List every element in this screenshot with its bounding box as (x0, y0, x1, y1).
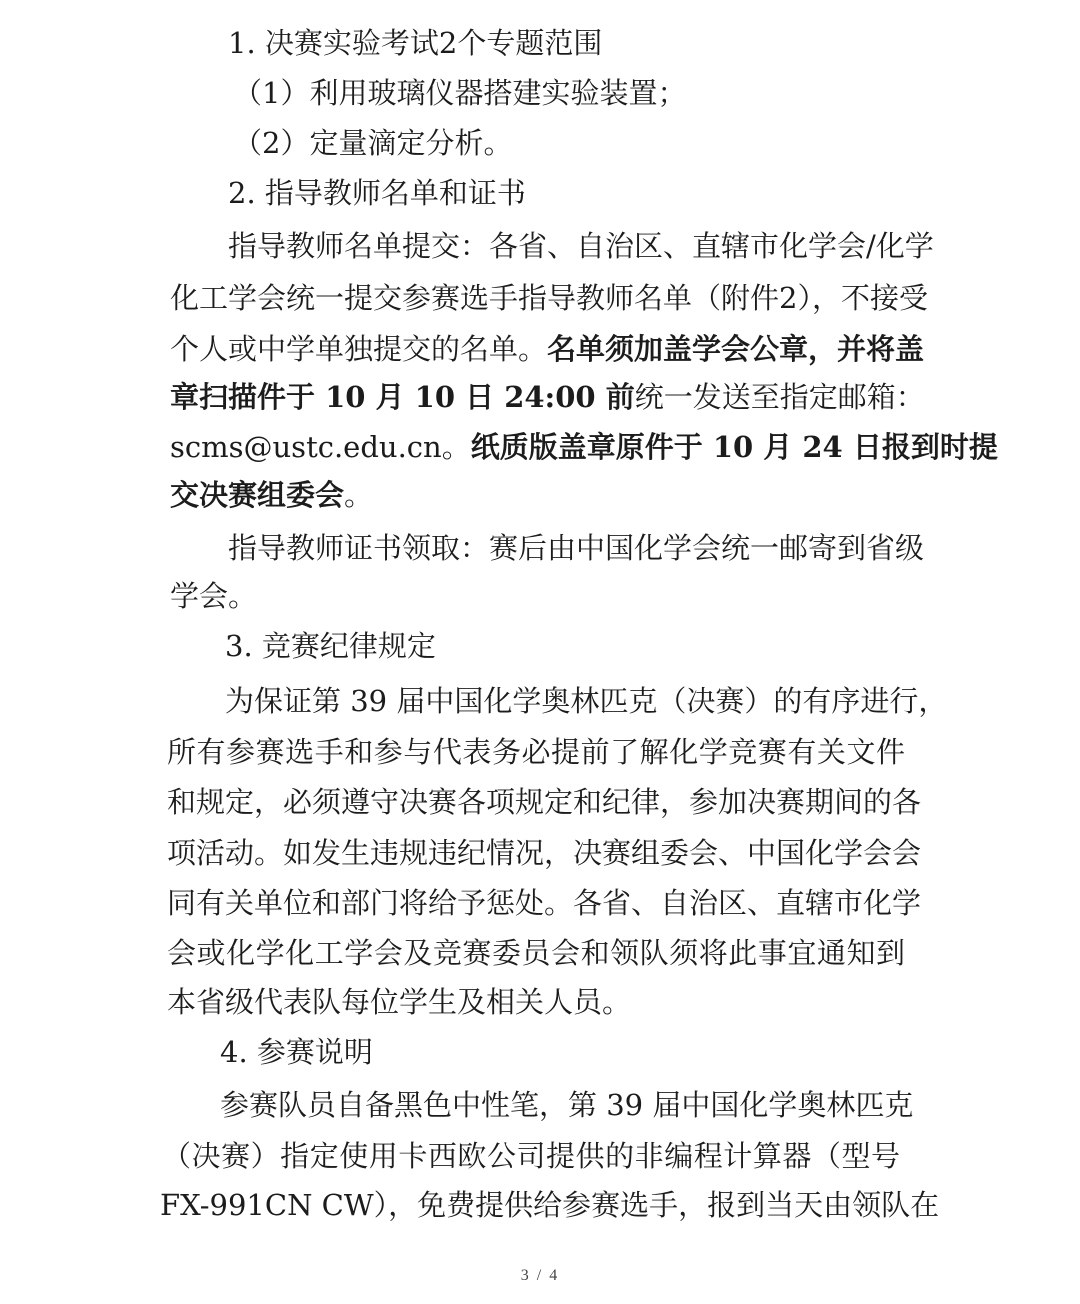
para-1-line-6-normal: 。 (344, 478, 374, 512)
section-3-heading: 3. 竞赛纪律规定 (225, 629, 436, 663)
section-4-line-3: FX-991CN CW），免费提供给参赛选手，报到当天由领队在 (160, 1188, 940, 1222)
section-1-item-1: （1）利用玻璃仪器搭建实验装置； (233, 76, 687, 110)
section-3-line-2: 所有参赛选手和参与代表务必提前了解化学竞赛有关文件 (167, 735, 905, 769)
section-3-line-7: 本省级代表队每位学生及相关人员。 (167, 985, 632, 1019)
section-2-para-2-line-2: 学会。 (170, 579, 258, 613)
section-2-para-1-line-5 (170, 430, 998, 464)
para-1-line-3-normal: 个人或中学单独提交的名单。 (170, 332, 548, 366)
para-1-line-4-normal: 统一发送至指定邮箱： (634, 380, 925, 414)
page-number: 3 / 4 (520, 1267, 560, 1284)
section-2-para-1-line-4 (170, 380, 925, 414)
section-4-line-1: 参赛队员自备黑色中性笔，第 39 届中国化学奥林匹克 (220, 1088, 914, 1122)
section-2-para-1-line-6 (170, 478, 373, 512)
section-3-line-1: 为保证第 39 届中国化学奥林匹克（决赛）的有序进行， (225, 684, 948, 718)
section-3-line-5: 同有关单位和部门将给予惩处。各省、自治区、直辖市化学 (167, 886, 922, 920)
section-2-para-1-line-1: 指导教师名单提交：各省、自治区、直辖市化学会/化学 (228, 229, 934, 263)
para-1-line-6-bold: 交决赛组委会 (170, 478, 345, 512)
section-1-heading: 1. 决赛实验考试2个专题范围 (228, 26, 603, 60)
para-1-line-5-bold: 纸质版盖章原件于 10 月 24 日报到时提 (470, 430, 998, 464)
section-4-line-2: （决赛）指定使用卡西欧公司提供的非编程计算器（型号 (162, 1139, 900, 1173)
section-2-para-2-line-1: 指导教师证书领取：赛后由中国化学会统一邮寄到省级 (228, 531, 925, 565)
para-1-line-4-bold: 章扫描件于 10 月 10 日 24:00 前 (170, 380, 635, 414)
section-3-line-6: 会或化学化工学会及竞赛委员会和领队须将此事宜通知到 (167, 936, 905, 970)
section-4-heading: 4. 参赛说明 (220, 1035, 373, 1069)
section-1-item-2: （2）定量滴定分析。 (233, 126, 513, 160)
section-2-para-1-line-3 (170, 332, 925, 366)
para-1-line-3-bold: 名单须加盖学会公章，并将盖 (547, 332, 925, 366)
section-3-line-3: 和规定，必须遵守决赛各项规定和纪律，参加决赛期间的各 (167, 785, 922, 819)
section-3-line-4: 项活动。如发生违规违纪情况，决赛组委会、中国化学会会 (167, 836, 922, 870)
section-2-para-1-line-2: 化工学会统一提交参赛选手指导教师名单（附件2），不接受 (170, 281, 928, 315)
section-2-heading: 2. 指导教师名单和证书 (228, 176, 526, 210)
para-1-line-5-normal: scms@ustc.edu.cn。 (170, 430, 471, 464)
